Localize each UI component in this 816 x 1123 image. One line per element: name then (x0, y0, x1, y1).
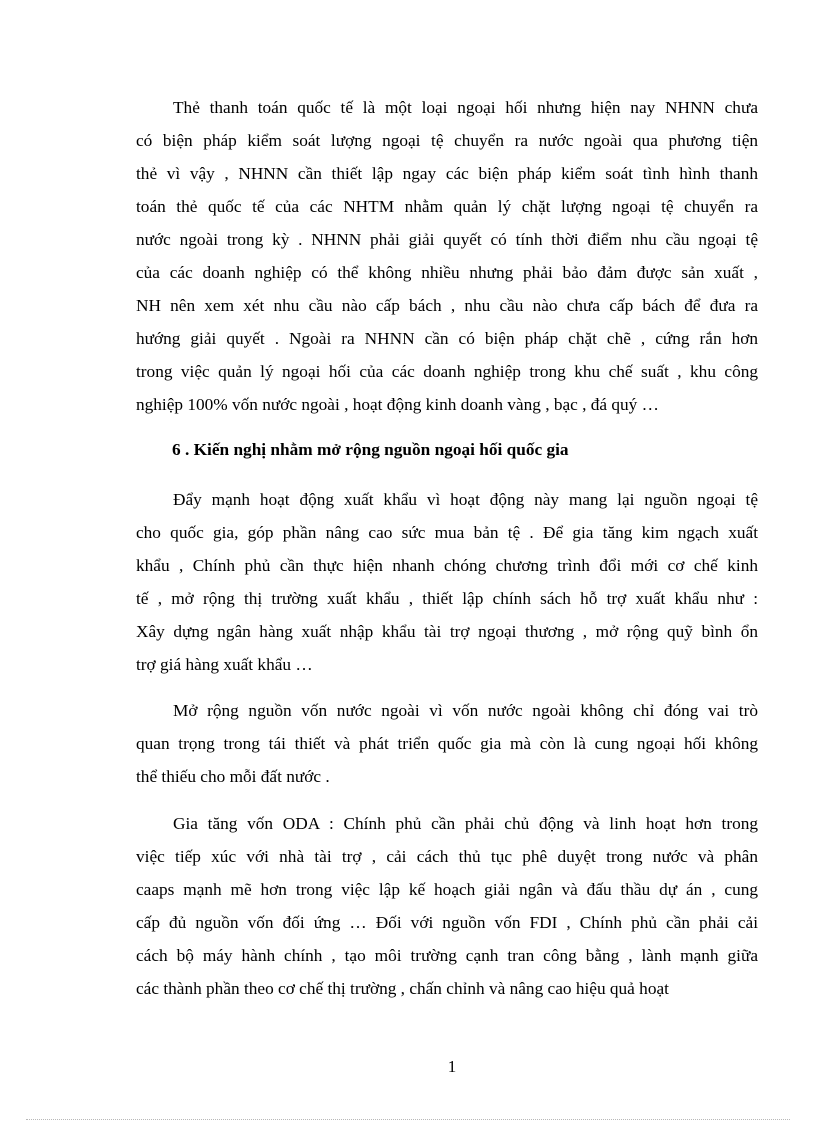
paragraph-line: nước ngoài trong kỳ . NHNN phải giải quyết có tính thời điểm nhu cầu ngoại tệ (136, 230, 758, 249)
paragraph-line: các thành phần theo cơ chế thị trường , chấn chỉnh và nâng cao hiệu quả hoạt (136, 979, 669, 998)
paragraph-line: Đẩy mạnh hoạt động xuất khẩu vì hoạt động này mang lại nguồn ngoại tệ (173, 490, 758, 509)
paragraph-line: thể thiếu cho mỗi đất nước . (136, 767, 330, 786)
paragraph-international-card-payment (136, 91, 758, 421)
paragraph-line: tế , mở rộng thị trường xuất khẩu , thiết lập chính sách hỗ trợ xuất khẩu như : (136, 589, 758, 608)
paragraph-line: nghiệp 100% vốn nước ngoài , hoạt động kinh doanh vàng , bạc , đá quý … (136, 395, 659, 414)
page-number: 1 (447, 1057, 457, 1076)
paragraph-line: cho quốc gia, góp phần nâng cao sức mua bản tệ . Để gia tăng kim ngạch xuất (136, 523, 758, 542)
paragraph-line: Thẻ thanh toán quốc tế là một loại ngoại hối nhưng hiện nay NHNN chưa (173, 98, 758, 117)
paragraph-export-promotion (136, 483, 758, 681)
paragraph-line: Gia tăng vốn ODA : Chính phủ cần phải chủ động và linh hoạt hơn trong (173, 814, 758, 833)
paragraph-line: có biện pháp kiểm soát lượng ngoại tệ chuyển ra nước ngoài qua phương tiện (136, 131, 758, 150)
paragraph-line: cách bộ máy hành chính , tạo môi trường cạnh tran công bằng , lành mạnh giữa (136, 946, 758, 965)
paragraph-line: trong việc quản lý ngoại hối của các doanh nghiệp trong khu chế suất , khu công (136, 362, 758, 381)
paragraph-line: NH nên xem xét nhu cầu nào cấp bách , nhu cầu nào chưa cấp bách để đưa ra (136, 296, 758, 315)
paragraph-line: việc tiếp xúc với nhà tài trợ , cải cách thủ tục phê duyệt trong nước và phân (136, 847, 758, 866)
paragraph-line: quan trọng trong tái thiết và phát triển quốc gia mà còn là cung ngoại hối không (136, 734, 758, 753)
paragraph-line: toán thẻ quốc tế của các NHTM nhằm quản lý chặt lượng ngoại tệ chuyển ra (136, 197, 758, 216)
page-bottom-border (26, 1119, 790, 1120)
section-heading: 6 . Kiến nghị nhằm mở rộng nguồn ngoại hối quốc gia (172, 440, 569, 459)
paragraph-line: của các doanh nghiệp có thể không nhiều nhưng phải bảo đảm được sản xuất , (136, 263, 758, 282)
paragraph-line: trợ giá hàng xuất khẩu … (136, 655, 313, 674)
paragraph-line: Xây dựng ngân hàng xuất nhập khẩu tài trợ ngoại thương , mở rộng quỹ bình ổn (136, 622, 758, 641)
paragraph-oda-fdi (136, 807, 758, 1005)
paragraph-line: cấp đủ nguồn vốn đối ứng … Đối với nguồn vốn FDI , Chính phủ cần phải cải (136, 913, 758, 932)
paragraph-line: thẻ vì vậy , NHNN cần thiết lập ngay các biện pháp kiểm soát tình hình thanh (136, 164, 758, 183)
paragraph-line: caaps mạnh mẽ hơn trong việc lập kế hoạch giải ngân và đấu thầu dự án , cung (136, 880, 758, 899)
paragraph-line: Mở rộng nguồn vốn nước ngoài vì vốn nước ngoài không chỉ đóng vai trò (173, 701, 758, 720)
paragraph-line: khẩu , Chính phủ cần thực hiện nhanh chóng chương trình đổi mới cơ chế kinh (136, 556, 758, 575)
paragraph-foreign-capital (136, 694, 758, 793)
paragraph-line: hướng giải quyết . Ngoài ra NHNN cần có biện pháp chặt chẽ , cứng rắn hơn (136, 329, 758, 348)
